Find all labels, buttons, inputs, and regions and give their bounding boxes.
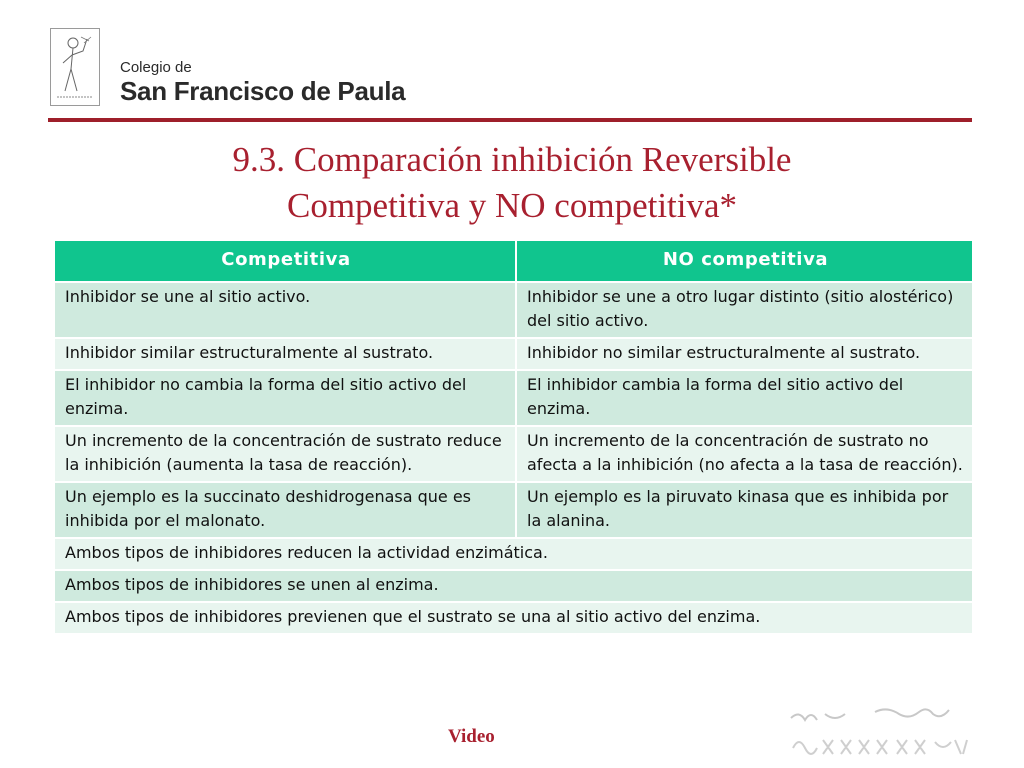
table-cell: Un incremento de la concentración de sustrato no afecta a la inhibición (no afecta a la tasa de reacción).: [516, 426, 973, 482]
slide-title-line1: 9.3. Comparación inhibición Reversible: [232, 140, 792, 179]
slide-title: [0, 137, 1024, 229]
shared-row: [54, 570, 973, 602]
table-row: [54, 338, 973, 370]
table-cell: Un ejemplo es la piruvato kinasa que es inhibida por la alanina.: [516, 482, 973, 538]
table-cell: Inhibidor se une al sitio activo.: [54, 282, 516, 338]
table-cell: El inhibidor cambia la forma del sitio activo del enzima.: [516, 370, 973, 426]
header-competitiva: Competitiva: [54, 240, 516, 282]
shared-row: [54, 538, 973, 570]
table-header-row: [54, 240, 973, 282]
table-row: [54, 282, 973, 338]
handwriting-decoration: [785, 700, 985, 766]
video-link[interactable]: Video: [448, 726, 495, 747]
school-name: [120, 60, 405, 106]
shared-cell: Ambos tipos de inhibidores previenen que el sustrato se una al sitio activo del enzima.: [54, 602, 973, 634]
table-cell: Inhibidor se une a otro lugar distinto (sitio alostérico) del sitio activo.: [516, 282, 973, 338]
header-no-competitiva: NO competitiva: [516, 240, 973, 282]
slide-title-line2: Competitiva y NO competitiva*: [286, 186, 738, 225]
table-row: [54, 370, 973, 426]
header-divider: [48, 118, 972, 122]
school-name-line2: San Francisco de Paula: [120, 76, 406, 106]
shared-row: [54, 602, 973, 634]
table-row: [54, 482, 973, 538]
table-cell: Un ejemplo es la succinato deshidrogenasa que es inhibida por el malonato.: [54, 482, 516, 538]
comparison-table: [53, 239, 974, 635]
table-cell: Inhibidor no similar estructuralmente al sustrato.: [516, 338, 973, 370]
table-cell: El inhibidor no cambia la forma del sitio activo del enzima.: [54, 370, 516, 426]
table-cell: Un incremento de la concentración de sustrato reduce la inhibición (aumenta la tasa de reacción).: [54, 426, 516, 482]
school-name-line1: Colegio de: [120, 59, 192, 76]
shared-cell: Ambos tipos de inhibidores se unen al enzima.: [54, 570, 973, 602]
shared-cell: Ambos tipos de inhibidores reducen la actividad enzimática.: [54, 538, 973, 570]
school-logo: [50, 28, 100, 106]
table-row: [54, 426, 973, 482]
table-cell: Inhibidor similar estructuralmente al sustrato.: [54, 338, 516, 370]
